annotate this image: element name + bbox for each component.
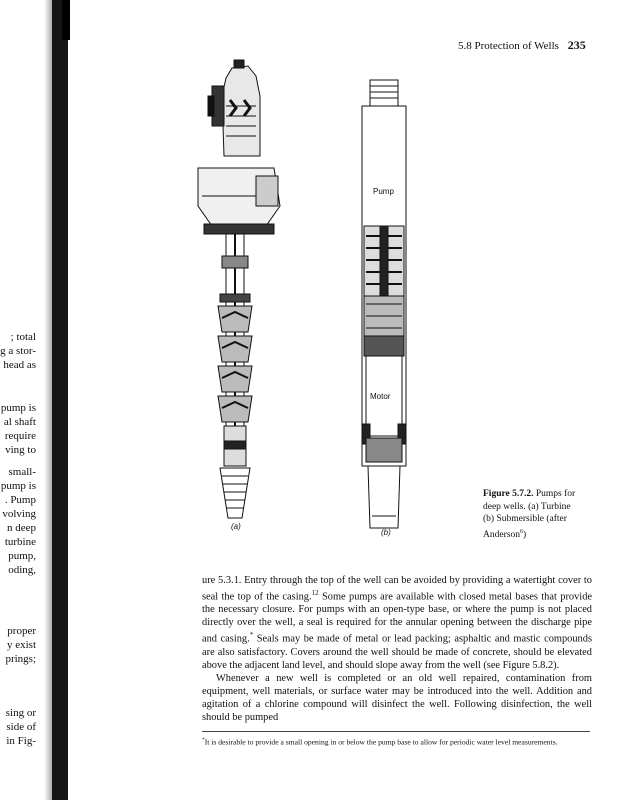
fragment-line: require <box>4 430 36 442</box>
figure-label-a: (a) <box>231 522 241 531</box>
figure-caption <box>483 488 593 541</box>
fragment-line: g a stor- <box>0 345 36 357</box>
fragment-line: al shaft <box>3 416 36 428</box>
fragment-line: ; total <box>10 331 36 343</box>
caption-title: Figure 5.7.2. <box>483 489 534 499</box>
paragraph-text: Seals may be made of metal or lead packing; asphaltic and mastic compounds are also satisfactory. Covers around the well should be made of concrete, should be elevated above the adjacent land level, and should slope away from the well (see Figure 5.8.2). <box>202 633 592 671</box>
pump-label: Pump <box>373 187 394 196</box>
fragment-line: y exist <box>6 639 36 651</box>
fragment-line: n deep <box>6 522 36 534</box>
left-page-fragment-3 <box>0 465 36 577</box>
footnote <box>202 737 592 747</box>
left-page-fragment-2 <box>0 401 36 457</box>
body-text <box>202 574 592 724</box>
reference-mark: 12 <box>311 589 319 597</box>
running-header <box>458 38 586 53</box>
paragraph-text: Some pumps are available with closed metal bases that provide the necessary closure. For pumps with an open-type base, or where the pump is not placed directly over the well, a seal is required for the annular opening between the discharge pipe and casing. <box>202 591 593 645</box>
fragment-line: oding, <box>8 564 36 576</box>
fragment-line: volving <box>2 508 36 520</box>
spine-top-mark <box>62 0 70 40</box>
left-page-fragment-1 <box>0 330 36 372</box>
footnote-mark: * <box>249 631 254 640</box>
fragment-line: prings; <box>5 653 36 665</box>
footnote-rule <box>202 731 590 732</box>
paragraph-text: Whenever a new well is completed or an old well repaired, contamination from equipment, well materials, or surface water may be introduced into the well. Addition and agitation of a chlorine compound will disinfect the well. Following disinfection, the well should be pumped <box>202 672 592 723</box>
fragment-line: pump is <box>0 402 36 414</box>
left-page-fragment-5 <box>0 706 36 748</box>
fragment-line: head as <box>3 359 36 371</box>
motor-label: Motor <box>370 392 391 401</box>
fragment-line: pump, <box>8 550 36 562</box>
book-spine <box>52 0 68 800</box>
caption-text: Pumps for <box>535 489 576 499</box>
fragment-line: proper <box>7 625 36 637</box>
fragment-line: . Pump <box>4 494 36 506</box>
fragment-line: sing or <box>5 707 36 719</box>
caption-text: deep wells. (a) Turbine <box>483 501 571 512</box>
figure-label-b: (b) <box>381 528 391 537</box>
section-title: 5.8 Protection of Wells <box>458 40 559 52</box>
paragraph <box>202 574 592 672</box>
paragraph <box>202 672 592 724</box>
footnote-mark: * <box>202 737 205 743</box>
footnote-text: It is desirable to provide a small opening in or below the pump base to allow for periodic water level measurements. <box>204 737 558 747</box>
submersible-pump-drawing <box>354 76 414 538</box>
caption-text: (b) Submersible (after <box>483 514 567 524</box>
fragment-line: small- <box>8 466 36 478</box>
caption-text: ) <box>522 529 527 540</box>
page-number: 235 <box>567 38 586 52</box>
fragment-line: pump is <box>0 480 36 492</box>
caption-text: Anderson <box>483 529 520 540</box>
fragment-line: side of <box>6 721 36 733</box>
fragment-line: ving to <box>5 444 36 456</box>
paragraph-text: ure 5.3.1. Entry through the top of the well can be avoided by providing a watertight cover to seal the top of the casing. <box>202 575 592 603</box>
fragment-line: in Fig- <box>6 735 36 747</box>
caption-reference: 6 <box>519 528 523 535</box>
fragment-line: turbine <box>4 536 36 548</box>
left-page-fragment-4 <box>0 624 36 666</box>
turbine-pump-drawing <box>196 56 286 526</box>
